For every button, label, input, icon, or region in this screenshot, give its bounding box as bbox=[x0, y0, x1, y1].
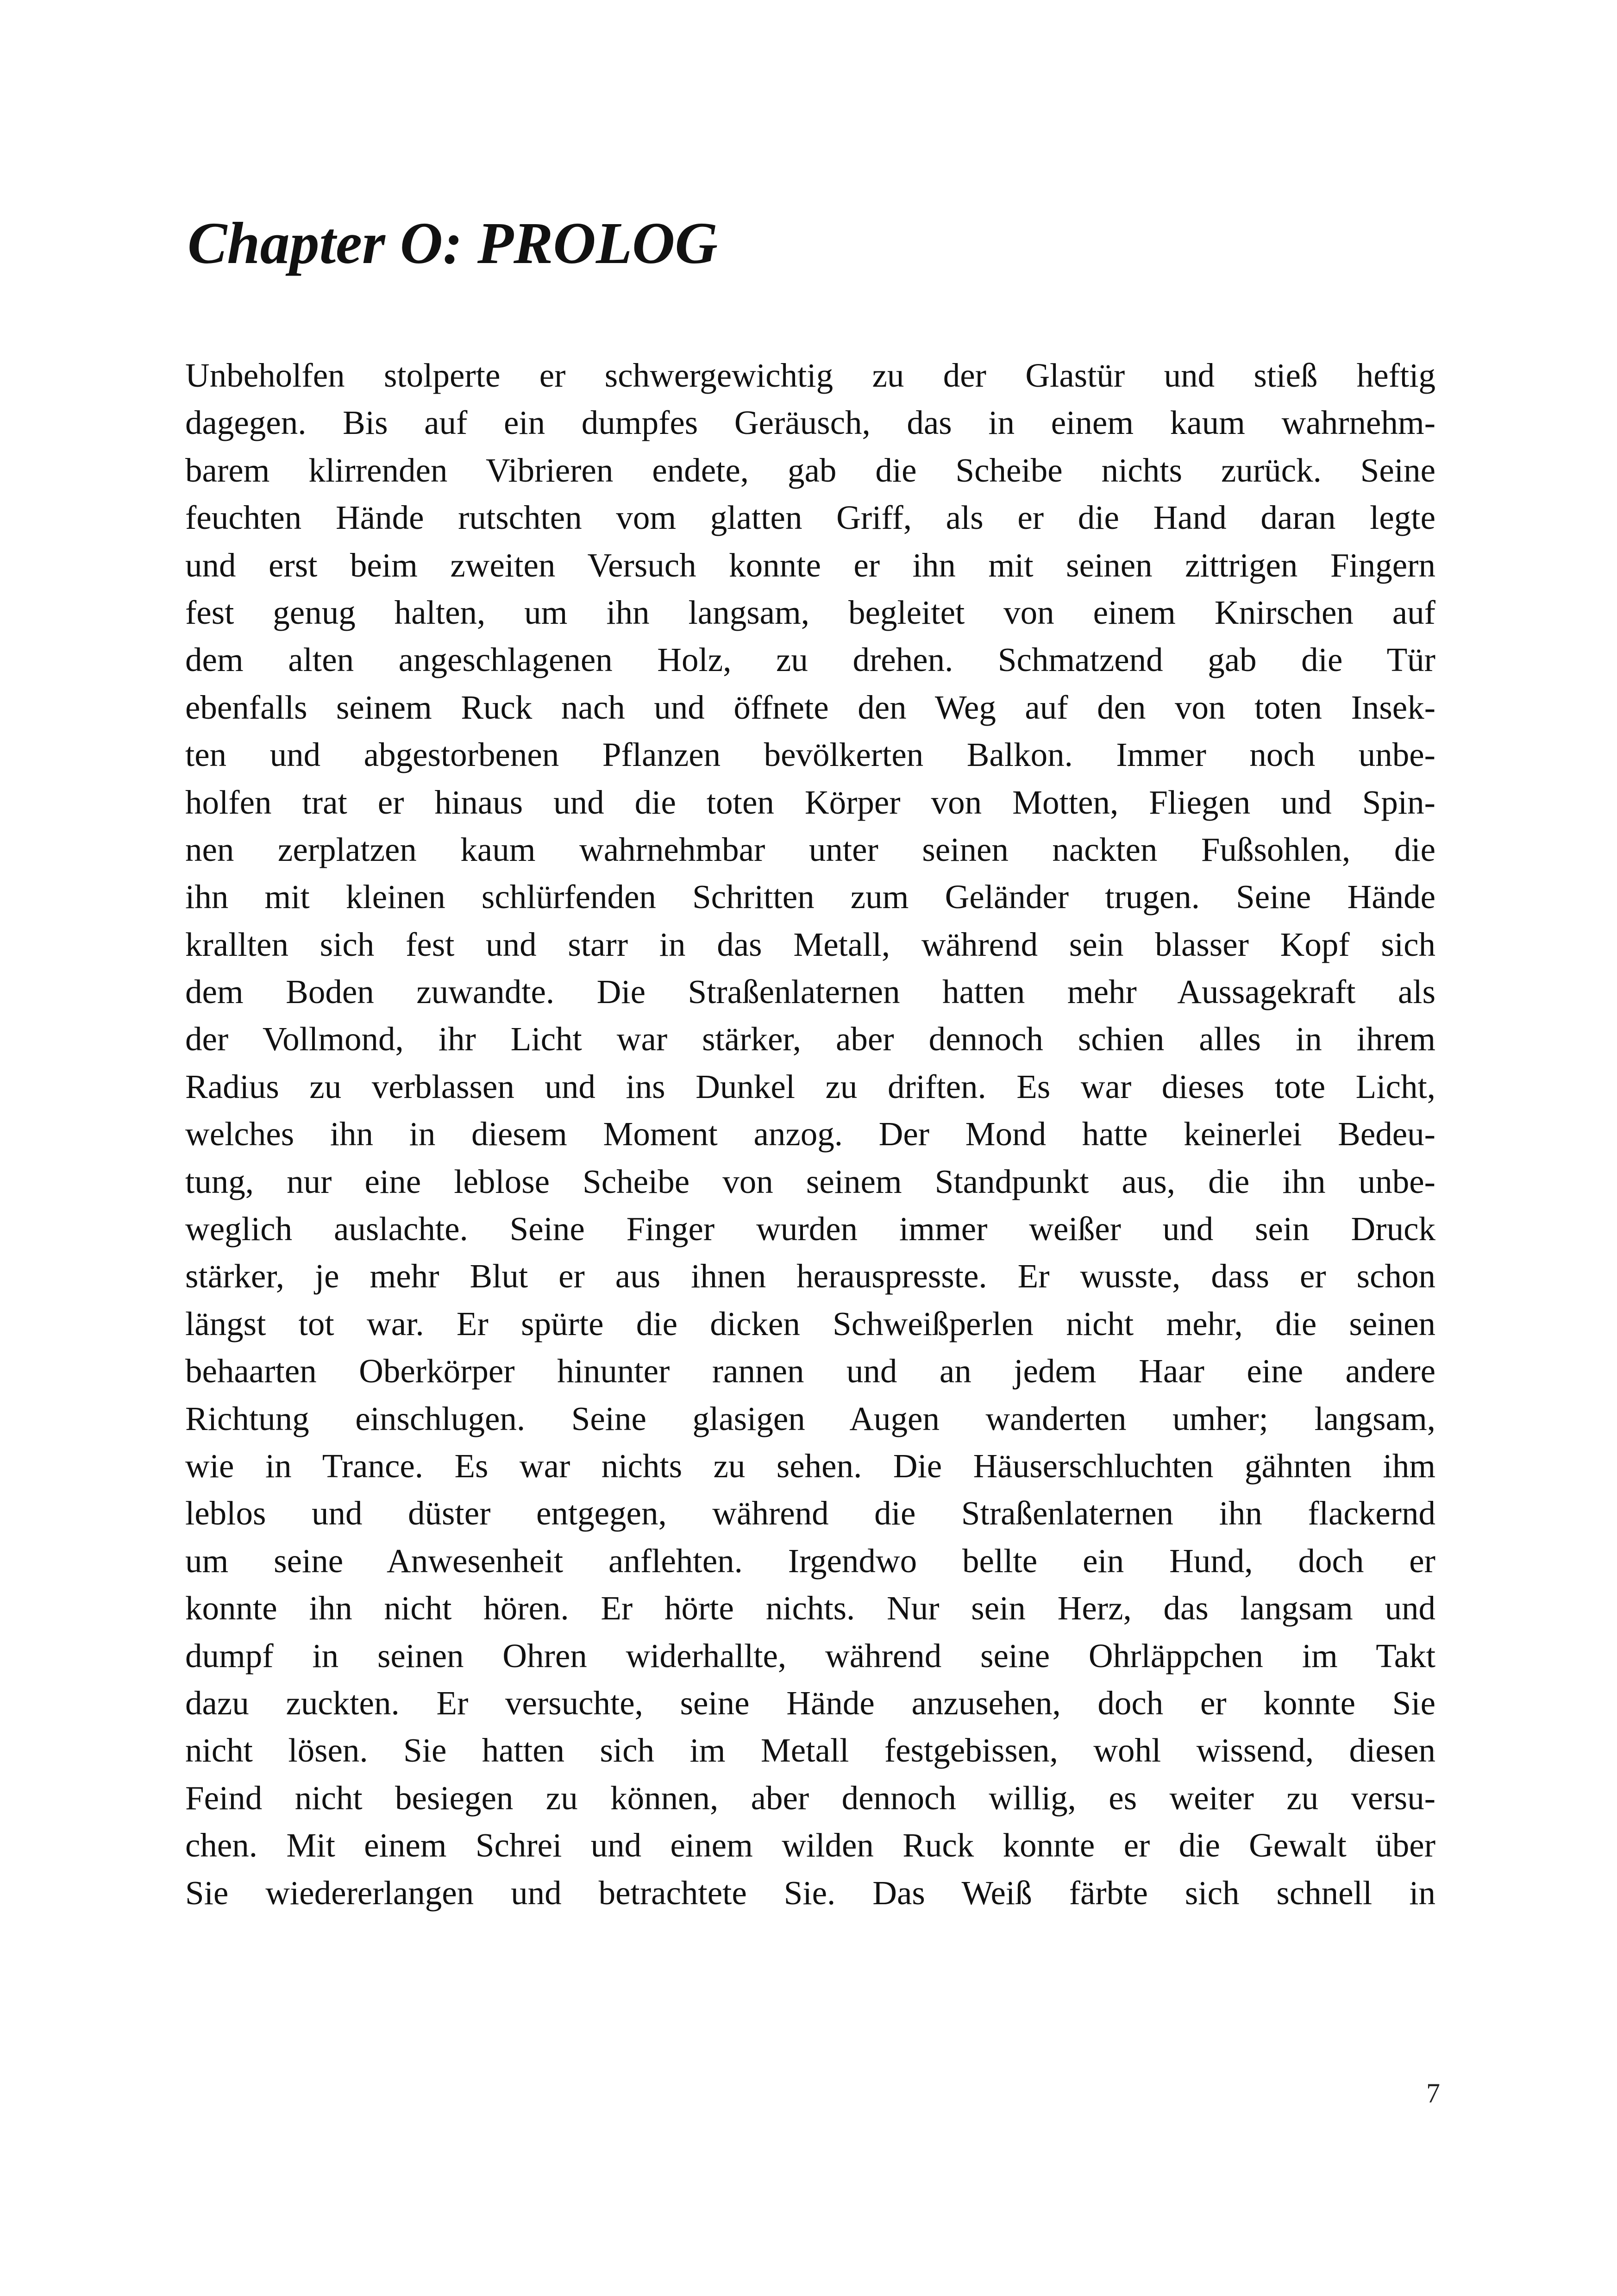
text-line: dagegen. Bis auf ein dumpfes Geräusch, das in einem kaum wahrnehm- bbox=[185, 404, 1435, 442]
text-line: konnte ihn nicht hören. Er hörte nichts. Nur sein Herz, das langsam und bbox=[185, 1589, 1435, 1627]
text-line: stärker, je mehr Blut er aus ihnen herauspresste. Er wusste, dass er schon bbox=[185, 1257, 1435, 1295]
text-line: nen zerplatzen kaum wahrnehmbar unter seinen nackten Fußsohlen, die bbox=[185, 830, 1435, 868]
text-line: leblos und düster entgegen, während die Straßenlaternen ihn flackernd bbox=[185, 1494, 1435, 1532]
text-line: feuchten Hände rutschten vom glatten Griff, als er die Hand daran legte bbox=[185, 499, 1435, 537]
text-line: wie in Trance. Es war nichts zu sehen. Die Häuserschluchten gähnten ihm bbox=[185, 1447, 1435, 1485]
text-line: dumpf in seinen Ohren widerhallte, während seine Ohrläppchen im Takt bbox=[185, 1637, 1435, 1675]
text-line: der Vollmond, ihr Licht war stärker, aber dennoch schien alles in ihrem bbox=[185, 1020, 1435, 1058]
text-line: Unbeholfen stolperte er schwergewichtig zu der Glastür und stieß heftig bbox=[185, 357, 1435, 394]
body-text bbox=[185, 352, 1435, 1917]
text-line: nicht lösen. Sie hatten sich im Metall festgebissen, wohl wissend, diesen bbox=[185, 1731, 1435, 1769]
text-line: um seine Anwesenheit anflehten. Irgendwo bellte ein Hund, doch er bbox=[185, 1542, 1435, 1580]
text-line: Sie wiedererlangen und betrachtete Sie. Das Weiß färbte sich schnell in bbox=[185, 1874, 1435, 1912]
text-line: fest genug halten, um ihn langsam, begleitet von einem Knirschen auf bbox=[185, 593, 1435, 631]
text-line: dem Boden zuwandte. Die Straßenlaternen hatten mehr Aussagekraft als bbox=[185, 973, 1435, 1011]
chapter-title: Chapter O: PROLOG bbox=[188, 210, 718, 276]
text-line: dazu zuckten. Er versuchte, seine Hände anzusehen, doch er konnte Sie bbox=[185, 1684, 1435, 1722]
page-number: 7 bbox=[1426, 2078, 1440, 2108]
text-line: welches ihn in diesem Moment anzog. Der Mond hatte keinerlei Bedeu- bbox=[185, 1115, 1435, 1153]
text-line: chen. Mit einem Schrei und einem wilden Ruck konnte er die Gewalt über bbox=[185, 1826, 1435, 1864]
text-line: ihn mit kleinen schlürfenden Schritten zum Geländer trugen. Seine Hände bbox=[185, 878, 1435, 916]
text-line: tung, nur eine leblose Scheibe von seinem Standpunkt aus, die ihn unbe- bbox=[185, 1162, 1435, 1200]
text-line: krallten sich fest und starr in das Metall, während sein blasser Kopf sich bbox=[185, 925, 1435, 963]
text-line: längst tot war. Er spürte die dicken Schweißperlen nicht mehr, die seinen bbox=[185, 1305, 1435, 1342]
text-line: barem klirrenden Vibrieren endete, gab die Scheibe nichts zurück. Seine bbox=[185, 451, 1435, 489]
text-line: Richtung einschlugen. Seine glasigen Augen wanderten umher; langsam, bbox=[185, 1399, 1435, 1437]
text-line: weglich auslachte. Seine Finger wurden immer weißer und sein Druck bbox=[185, 1210, 1435, 1248]
text-line: holfen trat er hinaus und die toten Körper von Motten, Fliegen und Spin- bbox=[185, 783, 1435, 821]
text-line: dem alten angeschlagenen Holz, zu drehen. Schmatzend gab die Tür bbox=[185, 641, 1435, 679]
text-line: und erst beim zweiten Versuch konnte er ihn mit seinen zittrigen Fingern bbox=[185, 546, 1435, 584]
text-line: ten und abgestorbenen Pflanzen bevölkerten Balkon. Immer noch unbe- bbox=[185, 736, 1435, 774]
text-line: ebenfalls seinem Ruck nach und öffnete den Weg auf den von toten Insek- bbox=[185, 688, 1435, 726]
text-line: Radius zu verblassen und ins Dunkel zu driften. Es war dieses tote Licht, bbox=[185, 1067, 1435, 1105]
text-line: Feind nicht besiegen zu können, aber dennoch willig, es weiter zu versu- bbox=[185, 1779, 1435, 1817]
text-line: behaarten Oberkörper hinunter rannen und an jedem Haar eine andere bbox=[185, 1352, 1435, 1390]
